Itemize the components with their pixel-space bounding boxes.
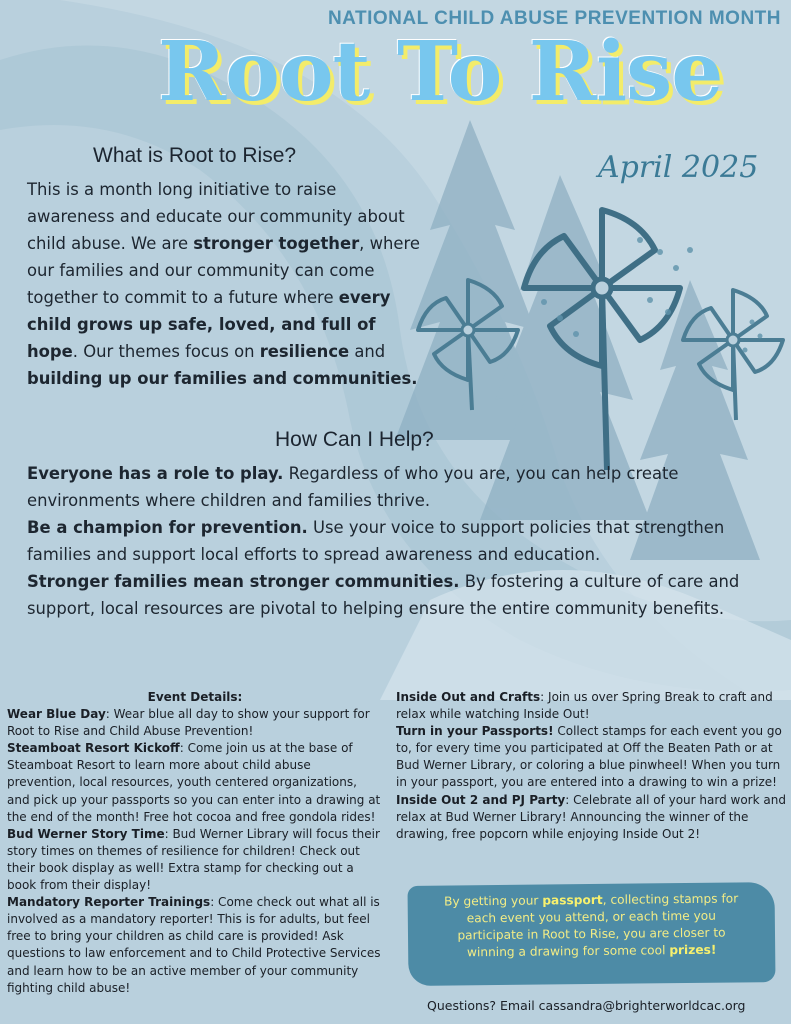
help-heading: How Can I Help? [275, 428, 434, 451]
intro-heading: What is Root to Rise? [93, 144, 297, 167]
help-item: Everyone has a role to play. Regardless of who you are, you can help create environments where children and families thrive. [27, 464, 679, 510]
event-date: April 2025 [598, 150, 759, 185]
kicker-heading: NATIONAL CHILD ABUSE PREVENTION MONTH [327, 8, 781, 29]
help-item: Be a champion for prevention. Use your voice to support policies that strengthen families and support local efforts to spread awareness and education. [27, 518, 725, 564]
events-heading: Event Details: [147, 690, 243, 704]
event-item: Inside Out and Crafts: Join us over Spring Break to craft and relax while watching Inside Out! [396, 690, 773, 722]
event-item: Bud Werner Story Time: Bud Werner Library will focus their story times on themes of resilience for children! Check out their book display as well! Extra stamp for checking out a book from their display! [7, 826, 380, 893]
help-section [27, 460, 767, 622]
intro-paragraph: This is a month long initiative to raise awareness and educate our community about child abuse. We are stronger together, where our families and our community can come together to commit to a future where every child grows up safe, loved, and full of hope. Our themes focus on resilience and building up our families and communities. [27, 180, 420, 388]
help-item: Stronger families mean stronger communities. By fostering a culture of care and support, local resources are pivotal to helping ensure the entire community benefits. [27, 572, 740, 618]
event-item: Turn in your Passports! Collect stamps for each event you go to, for every time you participated at Off the Beaten Path or at Bud Werner Library, or coloring a blue pinwheel! When you turn in your passport, you are entered into a drawing to win a prize! [396, 724, 782, 790]
event-item: Steamboat Resort Kickoff: Come join us at the base of Steamboat Resort to learn more about child abuse prevention, local resources, youth centered organizations, and pick up your passports so you can enter into a drawing at the end of the month! Free hot cocoa and free gondola rides! [7, 741, 381, 824]
event-item: Inside Out 2 and PJ Party: Celebrate all of your hard work and relax at Bud Werner Library! Announcing the winner of the drawing, free popcorn while enjoying Inside Out 2! [396, 792, 786, 841]
event-item: Mandatory Reporter Trainings: Come check out what all is involved as a mandatory reporter! This is for adults, but feel free to bring your children as child care is provided! Ask questions to law enforcement and to Child Protective Services and learn how to be an active member of your community fighting child abuse! [7, 895, 381, 995]
contact-line: Questions? Email cassandra@brighterworldcac.org [427, 998, 746, 1013]
passport-callout: By getting your passport, collecting stamps for each event you attend, or each time you participate in Root to Rise, you are closer to winning a drawing for some cool prizes! [407, 882, 775, 986]
events-left-column [7, 689, 383, 997]
page-title: Root To Rise [158, 24, 723, 120]
event-item: Wear Blue Day: Wear blue all day to show your support for Root to Rise and Child Abuse Prevention! [7, 707, 370, 739]
events-right-column [396, 689, 786, 843]
